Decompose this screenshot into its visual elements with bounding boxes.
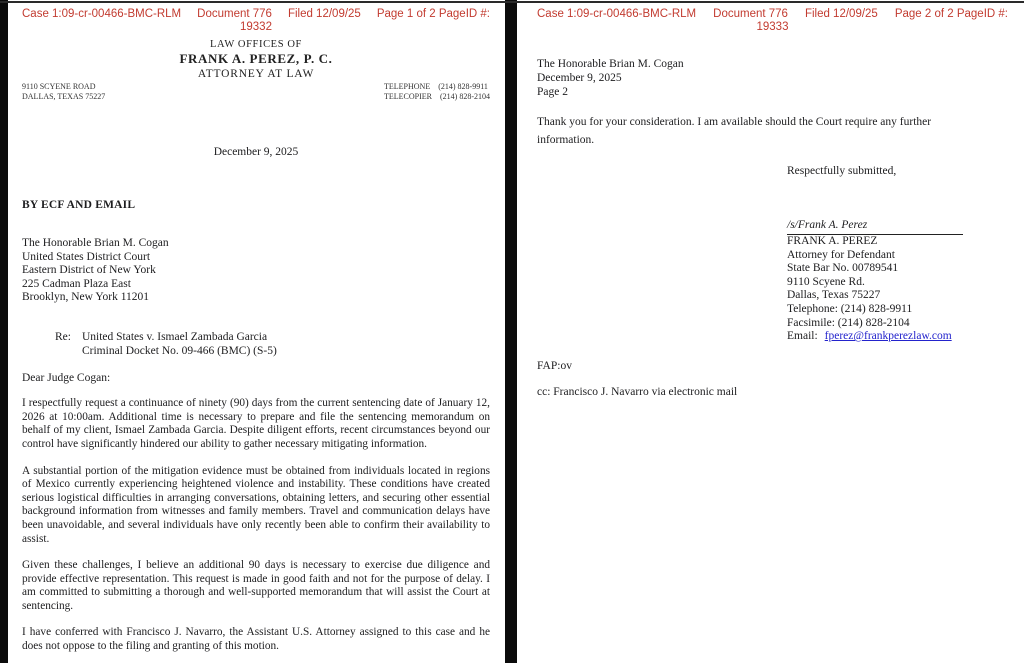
continuation-recipient: The Honorable Brian M. Cogan [537, 58, 684, 70]
stamp-document-number: Document 776 [197, 8, 272, 20]
signer-city: Dallas, Texas 75227 [787, 289, 881, 302]
signer-title: Attorney for Defendant [787, 248, 895, 261]
letterhead-attorney-at-law: ATTORNEY AT LAW [197, 68, 315, 80]
electronic-signature: /s/Frank A. Perez [787, 219, 963, 235]
stamp-case-number: Case 1:09-cr-00466-BMC-RLM [537, 8, 697, 20]
signer-bar-number: State Bar No. 00789541 [787, 262, 899, 275]
signer-street: 9110 Scyene Rd. [787, 275, 865, 288]
recipient-line: The Honorable Brian M. Cogan [22, 237, 169, 249]
delivery-method: BY ECF AND EMAIL [22, 199, 136, 211]
case-stamp-page1 [22, 8, 490, 34]
page-divider [505, 0, 517, 663]
top-border-line [0, 1, 1024, 3]
letterhead-address-city: DALLAS, TEXAS 75227 [22, 92, 106, 101]
email-link[interactable]: fperez@frankperezlaw.com [824, 330, 952, 343]
letterhead-phones [384, 82, 490, 102]
letterhead-phone-label: TELEPHONE [384, 82, 431, 91]
recipient-line: Brooklyn, New York 11201 [22, 291, 150, 304]
cc-line: cc: Francisco J. Navarro via electronic mail [537, 385, 738, 398]
letter-page-2 [517, 0, 1024, 663]
letterhead-fax-label: TELECOPIER [384, 92, 432, 101]
re-case-title: United States v. Ismael Zambada Garcia [81, 330, 268, 343]
letterhead-address [22, 82, 105, 102]
stamp-case-number: Case 1:09-cr-00466-BMC-RLM [22, 8, 182, 20]
case-stamp-page2 [537, 8, 1008, 34]
stamp-pageid: 19332 [240, 21, 272, 33]
continuation-page-number: Page 2 [537, 85, 568, 98]
recipient-line: 225 Cadman Plaza East [22, 277, 131, 290]
letterhead-law-offices: LAW OFFICES OF [210, 39, 302, 50]
re-label: Re: [55, 330, 71, 343]
re-docket-number: Criminal Docket No. 09-466 (BMC) (S-5) [81, 344, 277, 357]
signature-block [787, 219, 1008, 343]
letter-date: December 9, 2025 [213, 146, 299, 158]
stamp-pageid: 19333 [756, 21, 789, 33]
salutation: Dear Judge Cogan: [22, 372, 111, 385]
stamp-page-label: Page 2 of 2 PageID #: [894, 8, 1008, 20]
letterhead-firm-name: FRANK A. PEREZ, P. C. [179, 51, 333, 66]
stamp-document-number: Document 776 [713, 8, 788, 20]
recipient-line: United States District Court [22, 250, 151, 263]
signer-facsimile: Facsimile: (214) 828-2104 [787, 316, 910, 329]
email-label: Email: [787, 330, 818, 343]
letter-page-1 [8, 0, 505, 663]
recipient-address-block [22, 237, 490, 305]
stamp-filed-date: Filed 12/09/25 [804, 8, 878, 20]
body-paragraph-3: Given these challenges, I believe an additional 90 days is necessary to exercise due diligence and provide effective representation. This request is made in good faith and not for the purpose of delay. I am committed to submitting a thorough and well-supported memorandum that will assist the Court at sentencing. [22, 559, 490, 612]
signer-name: FRANK A. PEREZ [787, 234, 878, 247]
signer-telephone: Telephone: (214) 828-9911 [787, 302, 913, 315]
letterhead-address-street: 9110 SCYENE ROAD [22, 82, 96, 91]
body-paragraph-4: I have conferred with Francisco J. Navarro, the Assistant U.S. Attorney assigned to this case and he does not oppose to the filing and granting of this motion. [22, 626, 490, 653]
left-black-edge [0, 0, 8, 663]
letterhead [22, 39, 490, 102]
stamp-filed-date: Filed 12/09/25 [287, 8, 361, 20]
stamp-page-label: Page 1 of 2 PageID #: [376, 8, 490, 20]
recipient-line: Eastern District of New York [22, 264, 156, 277]
complimentary-close: Respectfully submitted, [787, 165, 897, 178]
body-paragraph-2: A substantial portion of the mitigation evidence must be obtained from individuals located in regions of Mexico currently experiencing heightened violence and instability. These conditions have created serious logistical difficulties in arranging conversations, obtaining letters, and securing other essential background information from witnesses and family members. Travel and communication delays have been unavoidable, and several individuals have only recently been able to confirm their availability to assist. [22, 464, 490, 545]
letterhead-phone-number: (214) 828-9911 [438, 82, 488, 91]
letterhead-fax-number: (214) 828-2104 [440, 92, 490, 101]
body-paragraph-1: I respectfully request a continuance of ninety (90) days from the current sentencing date of January 12, 2026 at 10:00am. Additional time is necessary to prepare and file the sentencing memorandum on behalf of my client, Ismael Zambada Garcia. Despite diligent efforts, recent circumstances beyond our control have significantly hindered our ability to gather necessary mitigating information. [22, 397, 490, 450]
typist-reference: FAP:ov [537, 359, 572, 372]
page2-continuation-header [537, 58, 1008, 99]
continuation-date: December 9, 2025 [537, 71, 622, 84]
re-subject-block [55, 331, 490, 358]
closing-paragraph: Thank you for your consideration. I am available should the Court require any further information. [537, 116, 932, 147]
